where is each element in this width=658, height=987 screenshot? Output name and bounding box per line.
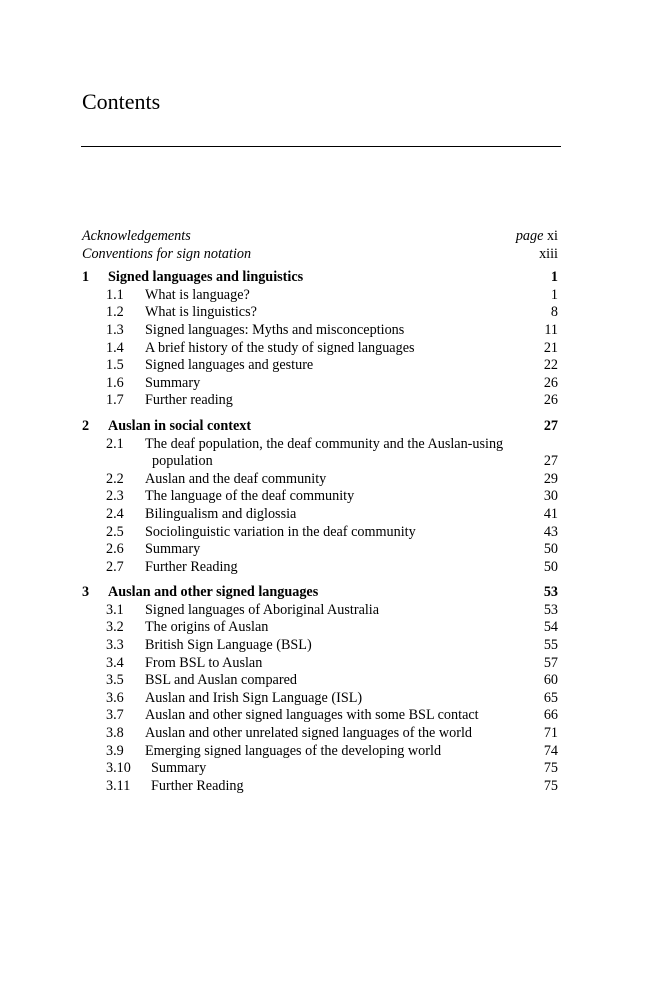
toc-page-number: 75: [543, 760, 558, 777]
toc-page-number: [539, 246, 558, 264]
page-value: xiii: [539, 245, 558, 262]
toc-page-number: 60: [543, 672, 558, 689]
toc-section-1-6[interactable]: [82, 375, 558, 393]
toc-page-number: 8: [550, 304, 558, 321]
section-number: 2.6: [106, 541, 124, 558]
toc-section-3-10[interactable]: [82, 760, 558, 778]
toc-page-number: 50: [543, 558, 558, 575]
section-title: Signed languages: Myths and misconceptions: [145, 321, 405, 338]
chapter-number: 2: [82, 417, 90, 434]
section-title: British Sign Language (BSL): [145, 637, 312, 654]
section-number: 1.5: [106, 357, 124, 374]
section-title: A brief history of the study of signed languages: [145, 339, 415, 356]
section-title: Further Reading: [145, 558, 238, 575]
section-title: From BSL to Auslan: [145, 654, 263, 671]
toc-page-number: [516, 228, 558, 246]
section-title-continuation: population: [152, 453, 213, 470]
toc-page-number: 66: [543, 707, 558, 724]
toc-page-number: 1: [550, 286, 558, 303]
toc-page-number: 71: [543, 725, 558, 742]
toc-section-3-5[interactable]: [82, 672, 558, 690]
section-title: Emerging signed languages of the developing world: [145, 742, 442, 759]
toc-section-3-11[interactable]: [82, 778, 558, 796]
section-title: Sociolinguistic variation in the deaf community: [145, 523, 416, 540]
section-number: 3.1: [106, 601, 124, 618]
section-title: Auslan and Irish Sign Language (ISL): [145, 689, 363, 706]
toc-page-number: 50: [543, 541, 558, 558]
section-title: Further Reading: [151, 777, 244, 794]
section-number: 3.6: [106, 689, 124, 706]
toc-section-3-2[interactable]: [82, 619, 558, 637]
toc-section-1-4[interactable]: [82, 340, 558, 358]
section-title: Auslan and other signed languages with some BSL contact: [145, 707, 479, 724]
toc-page-number: 43: [543, 523, 558, 540]
section-title: Auslan and other unrelated signed languages of the world: [145, 725, 473, 742]
toc-section-2-3[interactable]: [82, 488, 558, 506]
toc-page-number: 53: [543, 601, 558, 618]
toc-chapters: [82, 269, 558, 795]
toc-section-1-5[interactable]: [82, 357, 558, 375]
toc-page-number: 27: [543, 417, 558, 434]
toc-section-2-6[interactable]: [82, 541, 558, 559]
section-title: Signed languages and gesture: [145, 357, 314, 374]
toc-page-number: 57: [543, 654, 558, 671]
toc-section-2-1[interactable]: [82, 436, 558, 454]
section-number: 1.6: [106, 374, 124, 391]
section-title: Summary: [145, 541, 201, 558]
chapter-title: Auslan in social context: [108, 417, 252, 434]
toc-chapter-3[interactable]: [82, 584, 558, 602]
section-number: 2.2: [106, 470, 124, 487]
section-number: 2.3: [106, 488, 124, 505]
toc-page-number: 55: [543, 637, 558, 654]
section-title: The deaf population, the deaf community and the Auslan-using: [145, 435, 504, 452]
toc-page-number: 22: [543, 357, 558, 374]
toc-page-number: 27: [543, 453, 558, 470]
section-number: 1.1: [106, 286, 124, 303]
section-title: Summary: [151, 760, 207, 777]
section-title: Further reading: [145, 392, 233, 409]
title-rule: [81, 146, 561, 147]
toc-page-number: 29: [543, 470, 558, 487]
section-number: 3.9: [106, 742, 124, 759]
toc-page-number: 11: [544, 321, 558, 338]
toc-page-number: 65: [543, 689, 558, 706]
section-title: Auslan and the deaf community: [145, 470, 327, 487]
toc-section-1-2[interactable]: [82, 304, 558, 322]
section-number: 3.10: [106, 760, 131, 777]
chapter-title: Signed languages and linguistics: [108, 269, 304, 286]
section-number: 3.5: [106, 672, 124, 689]
toc-entry-title: Acknowledgements: [82, 228, 191, 244]
section-number: 3.2: [106, 619, 124, 636]
section-title: Bilingualism and diglossia: [145, 505, 297, 522]
section-number: 3.11: [106, 777, 131, 794]
page-title: Contents: [82, 89, 161, 114]
toc-section-3-6[interactable]: [82, 690, 558, 708]
toc-page-number: 53: [543, 584, 558, 601]
section-title: BSL and Auslan compared: [145, 672, 297, 689]
toc-chapter-2[interactable]: [82, 418, 558, 436]
chapter-number: 1: [82, 269, 90, 286]
section-number: 3.3: [106, 637, 124, 654]
section-title: Summary: [145, 374, 201, 391]
section-number: 3.8: [106, 725, 124, 742]
page-prefix: page: [515, 228, 544, 244]
page-value: xi: [546, 228, 558, 244]
toc-section-continuation[interactable]: [82, 453, 558, 471]
toc-section-3-3[interactable]: [82, 637, 558, 655]
chapter-title: Auslan and other signed languages: [108, 584, 319, 601]
toc-section-1-3[interactable]: [82, 322, 558, 340]
section-number: 1.2: [106, 304, 124, 321]
toc-section-3-1[interactable]: [82, 602, 558, 620]
toc-section-3-8[interactable]: [82, 725, 558, 743]
toc-section-2-7[interactable]: [82, 559, 558, 577]
section-title: The language of the deaf community: [145, 488, 355, 505]
section-number: 2.5: [106, 523, 124, 540]
toc-section-2-4[interactable]: [82, 506, 558, 524]
toc-entry-title: Conventions for sign notation: [82, 245, 252, 262]
toc-section-1-7[interactable]: [82, 392, 558, 410]
section-number: 1.7: [106, 392, 124, 409]
toc-section-3-7[interactable]: [82, 707, 558, 725]
toc-front-matter-acknowledgements[interactable]: [82, 228, 558, 246]
table-of-contents: [82, 228, 558, 795]
toc-page-number: 21: [543, 339, 558, 356]
section-number: 3.4: [106, 654, 124, 671]
section-number: 2.4: [106, 505, 124, 522]
section-title: What is linguistics?: [145, 304, 257, 321]
section-title: The origins of Auslan: [145, 619, 269, 636]
toc-page-number: 54: [543, 619, 558, 636]
toc-page-number: 26: [543, 392, 558, 409]
section-number: 2.7: [106, 558, 124, 575]
chapter-number: 3: [82, 584, 90, 601]
toc-page-number: 75: [543, 777, 558, 794]
toc-section-2-5[interactable]: [82, 524, 558, 542]
section-number: 3.7: [106, 707, 124, 724]
toc-front-matter-conventions[interactable]: [82, 246, 558, 264]
section-number: 1.4: [106, 339, 124, 356]
toc-chapter-1[interactable]: [82, 269, 558, 287]
section-number: 2.1: [106, 435, 124, 452]
toc-page-number: 74: [543, 742, 558, 759]
toc-page-number: 41: [543, 505, 558, 522]
toc-section-2-2[interactable]: [82, 471, 558, 489]
toc-page-number: 30: [543, 488, 558, 505]
toc-section-3-4[interactable]: [82, 655, 558, 673]
toc-section-3-9[interactable]: [82, 743, 558, 761]
section-number: 1.3: [106, 321, 124, 338]
toc-section-1-1[interactable]: [82, 287, 558, 305]
section-title: Signed languages of Aboriginal Australia: [145, 601, 380, 618]
toc-page-number: 26: [543, 374, 558, 391]
section-title: What is language?: [145, 286, 250, 303]
toc-page-number: 1: [550, 269, 558, 286]
